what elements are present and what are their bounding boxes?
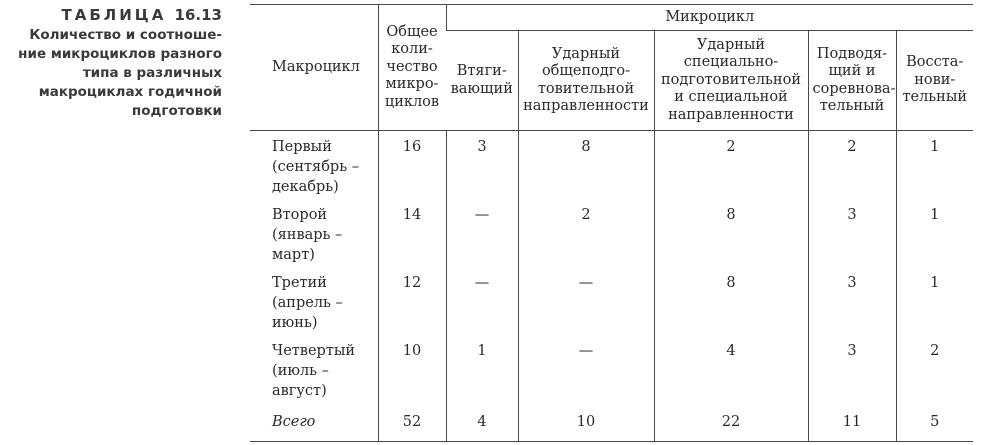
caption-text (0, 26, 222, 121)
cell-value: 1 (896, 199, 973, 267)
caption-number: 16.13 (174, 6, 222, 24)
cell-total: 16 (378, 131, 446, 199)
cell-value: 1 (896, 267, 973, 335)
header-microcycle-group: Микроцикл (446, 5, 973, 31)
caption-line: ние микроциклов разного (18, 46, 222, 62)
cell-value: 2 (896, 335, 973, 403)
cell-value: 5 (896, 402, 973, 441)
cell-value: 22 (654, 402, 808, 441)
row-name: Третий (апрель – июнь) (272, 274, 343, 331)
cell-value: — (446, 199, 518, 267)
cell-total: 14 (378, 199, 446, 267)
caption-label: ТАБЛИЦА (61, 6, 167, 24)
caption-line: подготовки (131, 103, 222, 119)
table-row (250, 335, 973, 403)
cell-value: 3 (808, 335, 896, 403)
cell-total: 10 (378, 335, 446, 403)
cell-value: 8 (654, 267, 808, 335)
header-col-recovery: Восста- нови- тельный (896, 31, 973, 131)
row-name: Второй (январь – март) (272, 206, 343, 263)
row-name: Первый (сентябрь – декабрь) (272, 139, 359, 195)
row-name: Четвертый (июль – август) (272, 342, 356, 399)
header-col-pulling: Втяги- вающий (450, 63, 513, 97)
table-row (250, 267, 973, 335)
cell-value: 3 (808, 199, 896, 267)
total-row-label: Всего (272, 413, 316, 430)
header-total-count: Общее коли- чество микро- циклов (378, 5, 446, 131)
cell-value: — (518, 267, 654, 335)
caption-line: макроциклах годичной (38, 84, 222, 100)
cell-value: 2 (808, 131, 896, 199)
cell-value: 4 (446, 402, 518, 441)
cell-value: 3 (808, 267, 896, 335)
table-total-row (250, 402, 973, 441)
cell-value: 2 (654, 131, 808, 199)
table-caption (0, 4, 222, 121)
cell-value: 11 (808, 402, 896, 441)
cell-total: 52 (378, 402, 446, 441)
cell-total: 12 (378, 267, 446, 335)
caption-line: Количество и соотноше- (29, 27, 222, 43)
header-macrocycle: Макроцикл (272, 58, 360, 75)
cell-value: 3 (446, 131, 518, 199)
cell-value: 1 (896, 131, 973, 199)
header-col-shock-special: Ударный специально- подготовительной и специальной направленности (654, 31, 808, 131)
cell-value: 4 (654, 335, 808, 403)
cell-value: — (518, 335, 654, 403)
table-row (250, 131, 973, 199)
microcycle-table (250, 4, 973, 442)
cell-value: 8 (654, 199, 808, 267)
caption-line: типа в различных (82, 65, 222, 81)
cell-value: 10 (518, 402, 654, 441)
cell-value: 2 (518, 199, 654, 267)
cell-value: 8 (518, 131, 654, 199)
cell-value: 1 (446, 335, 518, 403)
cell-value: — (446, 267, 518, 335)
header-col-shock-general: Ударный общеподго- товительной направленности (518, 31, 654, 131)
header-col-leading-competitive: Подводя- щий и соревнова- тельный (808, 31, 896, 131)
table-row (250, 199, 973, 267)
